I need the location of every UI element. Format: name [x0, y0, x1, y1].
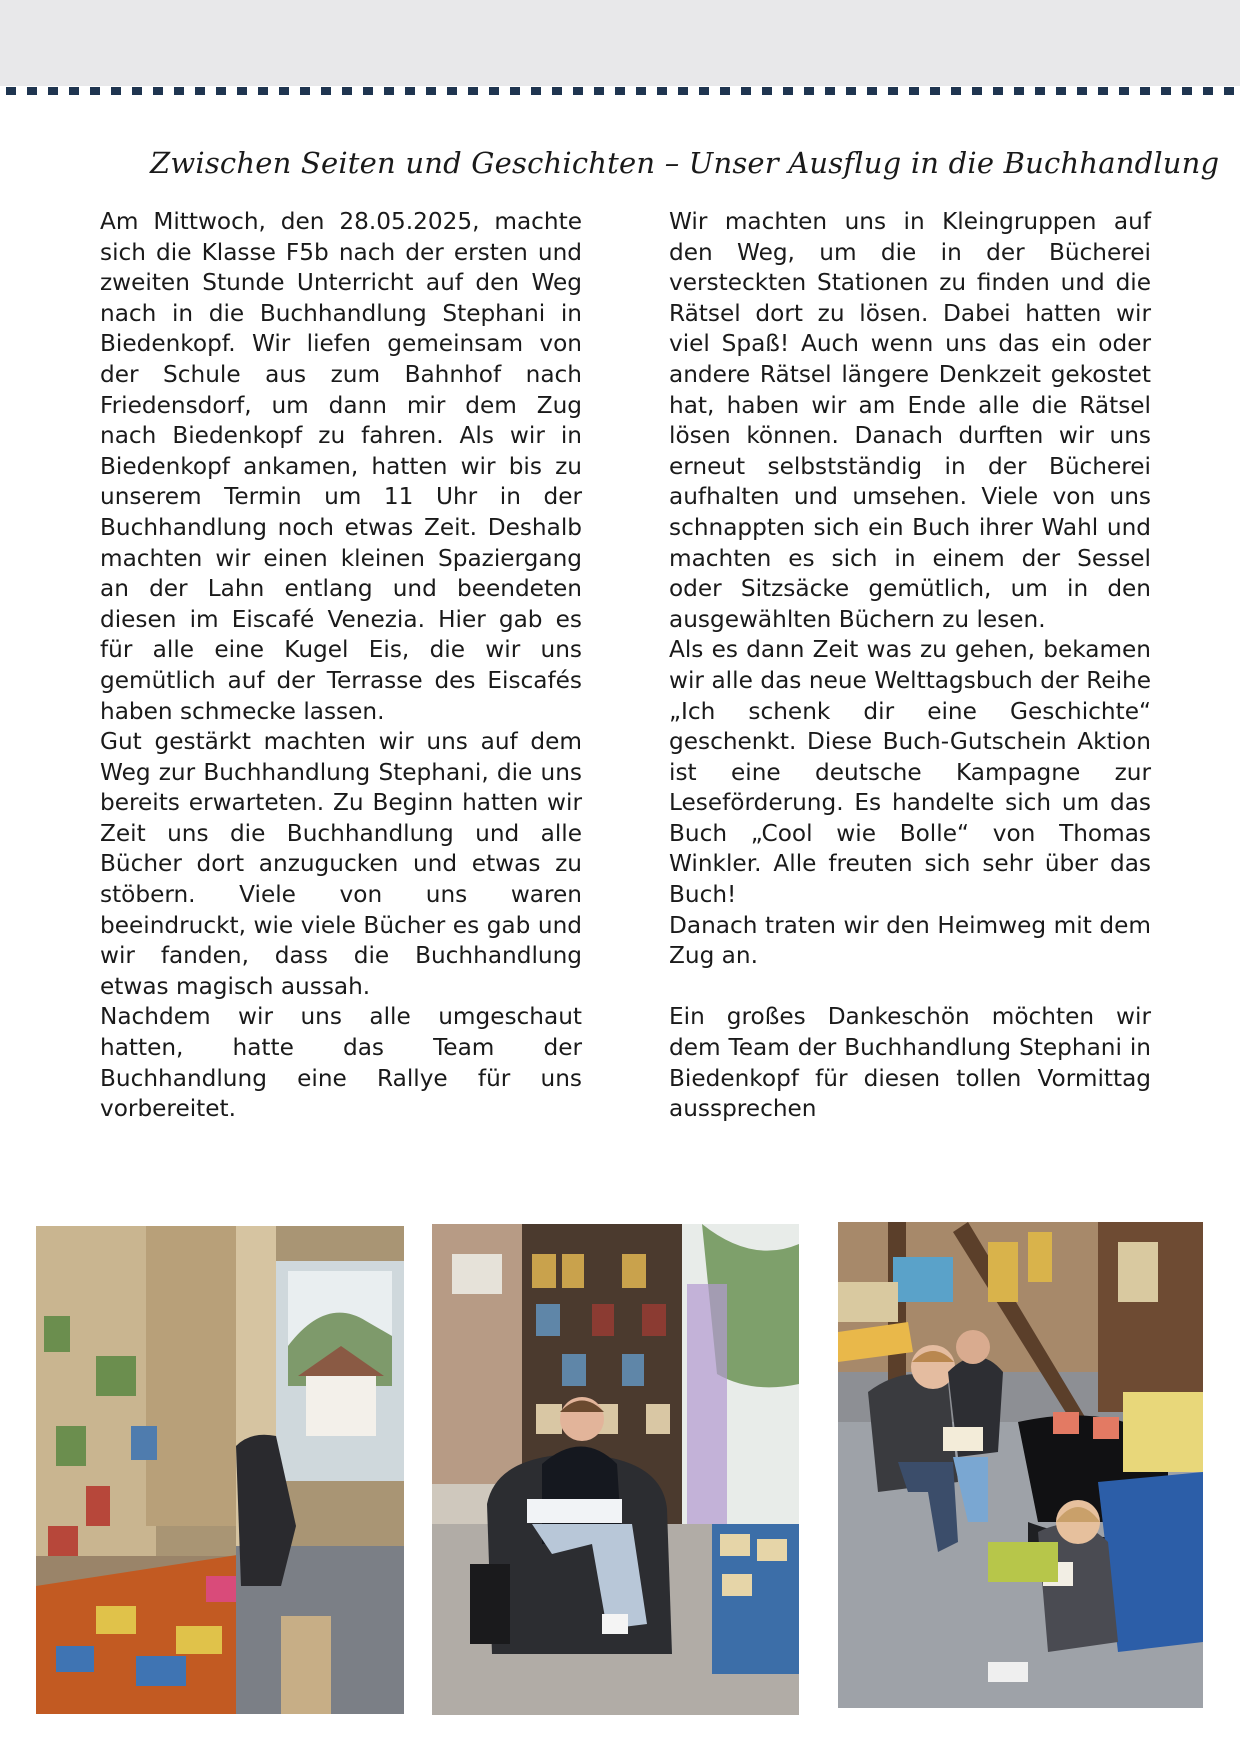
paragraph: Am Mittwoch, den 28.05.2025, machte sich die Klasse F5b nach der ersten und zweiten Stunde Unterricht auf den Weg nach in die Buchhandlung Stephani in Biedenkopf. Wir liefen gemeinsam von der Schule aus zum Bahnhof nach Friedensdorf, um dann mir dem Zug nach Biedenkopf zu fahren. Als wir in Biedenkopf ankamen, hatten wir bis zu unserem Termin um 11 Uhr in der Buchhandlung noch etwas Zeit. Deshalb machten wir einen kleinen Spaziergang an der Lahn entlang und beendeten diesen im Eiscafé Venezia. Hier gab es für alle eine Kugel Eis, die wir uns gemütlich auf der Terrasse des Eiscafés haben schmecke lassen.: [100, 208, 582, 725]
right-column: [669, 207, 1151, 1125]
photo-bookshop-window: [36, 1226, 404, 1714]
paragraph: Nachdem wir uns alle umgeschaut hatten, hatte das Team der Buchhandlung eine Rallye für uns vorbereitet.: [100, 1003, 582, 1123]
paragraph: Danach traten wir den Heimweg mit dem Zug an.: [669, 911, 1151, 970]
header-band: [0, 0, 1240, 86]
dotted-divider: [0, 84, 1240, 98]
paragraph: Ein großes Dankeschön möchten wir dem Team der Buchhandlung Stephani in Biedenkopf für diesen tollen Vormittag aussprechen: [669, 1003, 1151, 1123]
photo-children-reading: [838, 1222, 1203, 1708]
paragraph: Gut gestärkt machten wir uns auf dem Weg zur Buchhandlung Stephani, die uns bereits erwarteten. Zu Beginn hatten wir Zeit uns die Buchhandlung und alle Bücher dort anzugucken und etwas zu stöbern. Viele von uns waren beeindruckt, wie viele Bücher es gab und wir fanden, dass die Buchhandlung etwas magisch aussah.: [100, 728, 582, 1000]
photo-boy-in-armchair: [432, 1224, 799, 1715]
article-title: Zwischen Seiten und Geschichten – Unser Ausflug in die Buchhandlung: [150, 146, 1220, 180]
paragraph: Wir machten uns in Kleingruppen auf den Weg, um die in der Bücherei versteckten Stationen zu finden und die Rätsel dort zu lösen. Dabei hatten wir viel Spaß! Auch wenn uns das ein oder andere Rätsel längere Denkzeit gekostet hat, haben wir am Ende alle die Rätsel lösen können. Danach durften wir uns erneut selbstständig in der Bücherei aufhalten und umsehen. Viele von uns schnappten sich ein Buch ihrer Wahl und machten es sich in einem der Sessel oder Sitzsäcke gemütlich, um in den ausgewählten Büchern zu lesen.: [669, 208, 1151, 633]
paragraph: Als es dann Zeit was zu gehen, bekamen wir alle das neue Welttagsbuch der Reihe „Ich schenk dir eine Geschichte“ geschenkt. Diese Buch-Gutschein Aktion ist eine deutsche Kampagne zur Leseförderung. Es handelte sich um das Buch „Cool wie Bolle“ von Thomas Winkler. Alle freuten sich sehr über das Buch!: [669, 636, 1151, 909]
left-column: [100, 207, 582, 1125]
